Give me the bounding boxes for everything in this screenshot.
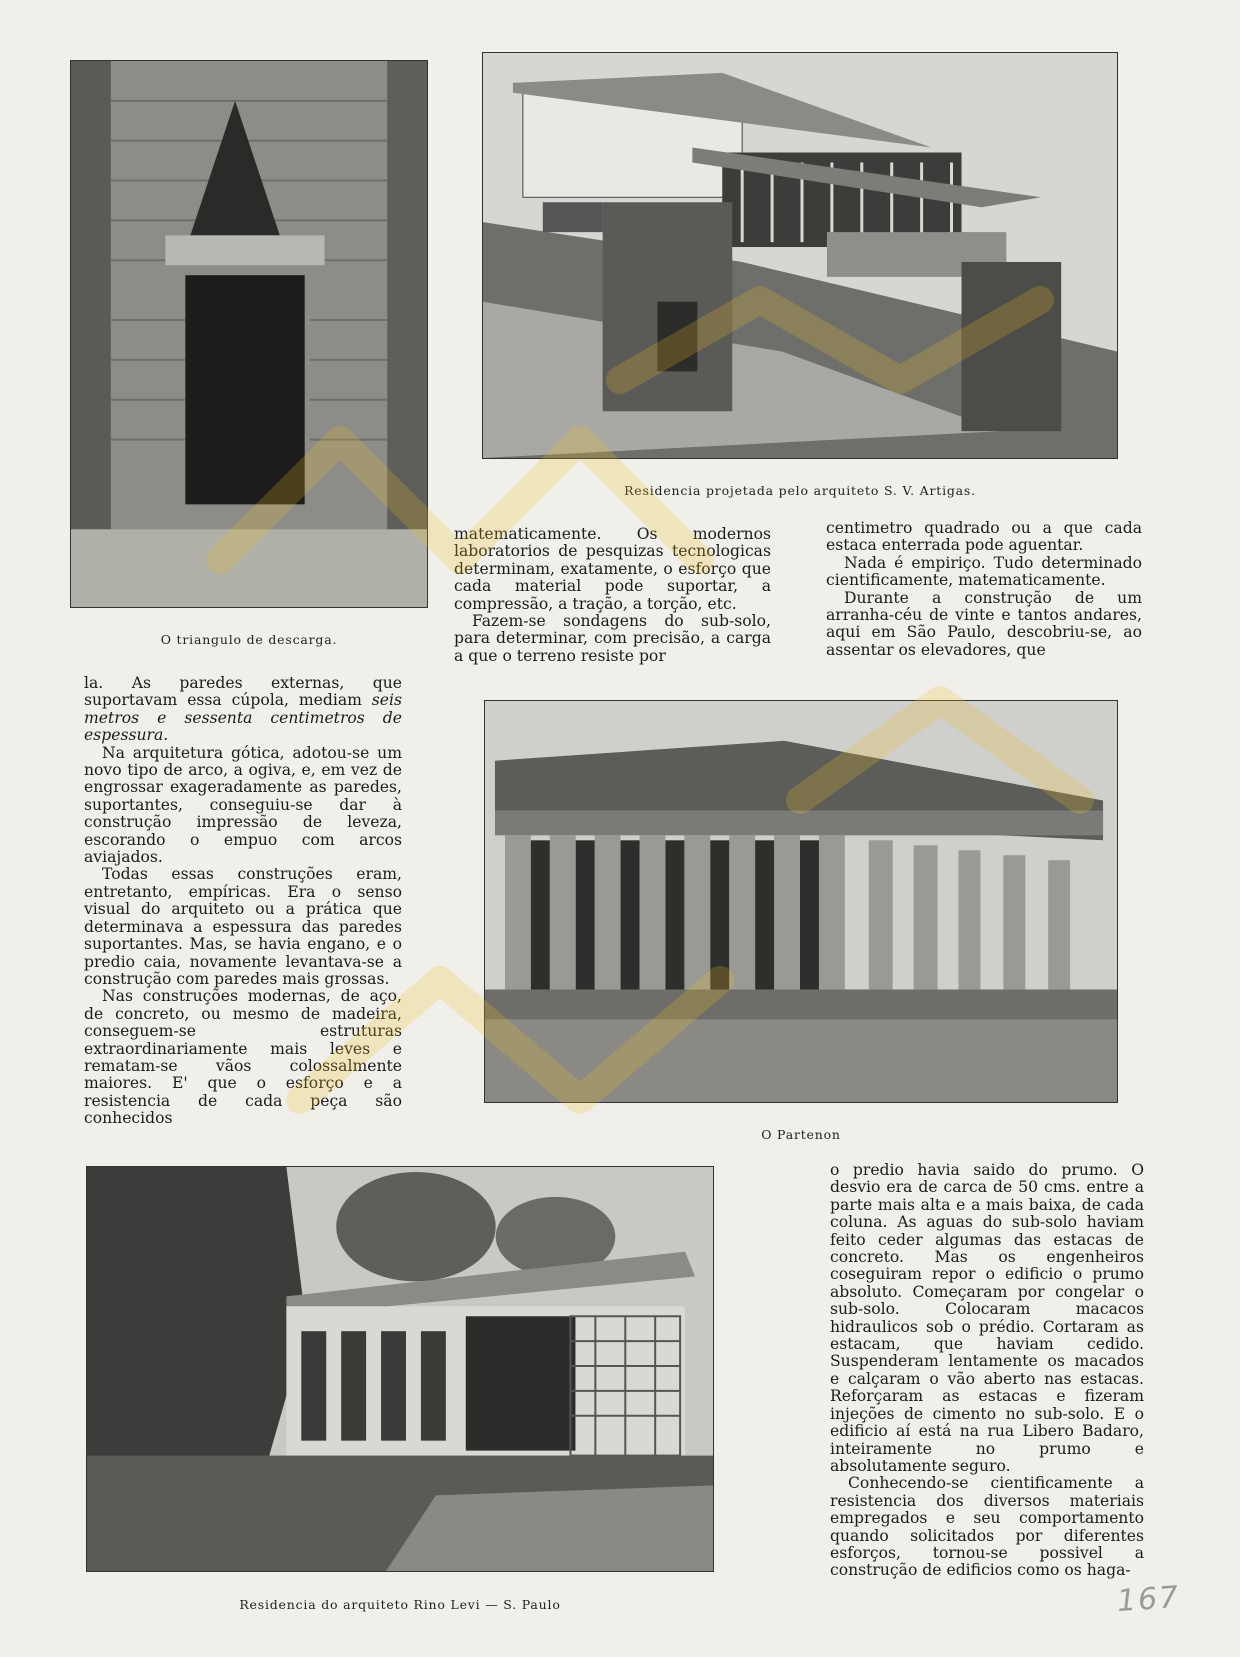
photo-triangle-gateway [70, 60, 428, 608]
paragraph: Todas essas construções eram, entretanto, empíricas. Era o senso visual do arquiteto ou a prática que determinava a espessura das paredes suportantes. Mas, se havia engano, e o predio caia, novamente levantava-se a construção com paredes mais grossas. [84, 865, 402, 988]
photo-artigas-residence-image [483, 53, 1117, 458]
paragraph [84, 675, 402, 745]
caption-parthenon: O Partenon [761, 1127, 841, 1142]
photo-parthenon [484, 700, 1118, 1103]
photo-triangle-gateway-image [71, 61, 427, 607]
paragraph: centimetro quadrado ou a que cada estaca enterrada pode aguentar. [826, 519, 1142, 555]
page-number: 167 [1115, 1579, 1182, 1620]
paragraph: Conhecendo-se cientificamente a resistencia dos diversos materiais empregados e seu comportamento quando solicitados por diferentes esforços, tornou-se possivel a construção de edificios como os haga- [830, 1474, 1144, 1580]
paragraph: Nas construções modernas, de aço, de concreto, ou mesmo de madeira, conseguem-se estruturas extraordinariamente mais leves e rematam-se vãos colossalmente maiores. E' que o esforço e a resistencia de cada peça são conhecidos [84, 987, 402, 1128]
caption-levi: Residencia do arquiteto Rino Levi — S. Paulo [239, 1597, 561, 1612]
paragraph: Nada é empiriço. Tudo determinado cientificamente, matematicamente. [826, 553, 1142, 590]
caption-artigas: Residencia projetada pelo arquiteto S. V. Artigas. [624, 483, 976, 498]
text-column-left [84, 675, 402, 1128]
text-column-right-bottom [830, 1162, 1144, 1580]
paragraph: Fazem-se sondagens do sub-solo, para determinar, com precisão, a carga a que o terreno resiste por [454, 612, 771, 665]
emphasis-text: seis metros e sessenta centimetros de espessura. [84, 691, 402, 745]
photo-levi-residence-image [87, 1167, 713, 1571]
photo-levi-residence [86, 1166, 714, 1572]
paragraph: o predio havia saido do prumo. O desvio era de carca de 50 cms. entre a parte mais alta e a mais baixa, de cada coluna. As aguas do sub-solo haviam feito ceder algumas das estacas de concreto. Mas os engenheiros coseguiram repor o edificio o prumo absoluto. Começaram por congelar o sub-solo. Colocaram macacos hidraulicos sob o prédio. Cortaram as estacam, que haviam cedido. Suspenderam lentamente os macados e calçaram o vão aberto nas estacas. Reforçaram as estacas e fizeram injeções de cimento no sub-solo. E o edificio aí está na rua Libero Badaro, inteiramente no prumo e absolutamente seguro. [830, 1161, 1144, 1475]
caption-triangle: O triangulo de descarga. [160, 632, 338, 647]
paragraph-text: la. As paredes externas, que suportavam essa cúpola, mediam [84, 674, 402, 710]
paragraph: Na arquitetura gótica, adotou-se um novo tipo de arco, a ogiva, e, em vez de engrossar exageradamente as paredes, suportantes, conseguiu-se dar à construção impressão de leveza, escorando o empuo com arcos aviajados. [84, 743, 402, 867]
text-column-right-top [826, 520, 1142, 659]
photo-artigas-residence [482, 52, 1118, 459]
paragraph: matematicamente. Os modernos laboratorios de pesquizas tecnologicas determinam, exatamente, o esforço que cada material pode suportar, a compressão, a tração, a torção, etc. [454, 525, 771, 613]
photo-parthenon-image [485, 701, 1117, 1102]
text-column-middle [454, 526, 771, 665]
paragraph: Durante a construção de um arranha-céu de vinte e tantos andares, aqui em São Paulo, descobriu-se, ao assentar os elevadores, que [826, 588, 1142, 659]
